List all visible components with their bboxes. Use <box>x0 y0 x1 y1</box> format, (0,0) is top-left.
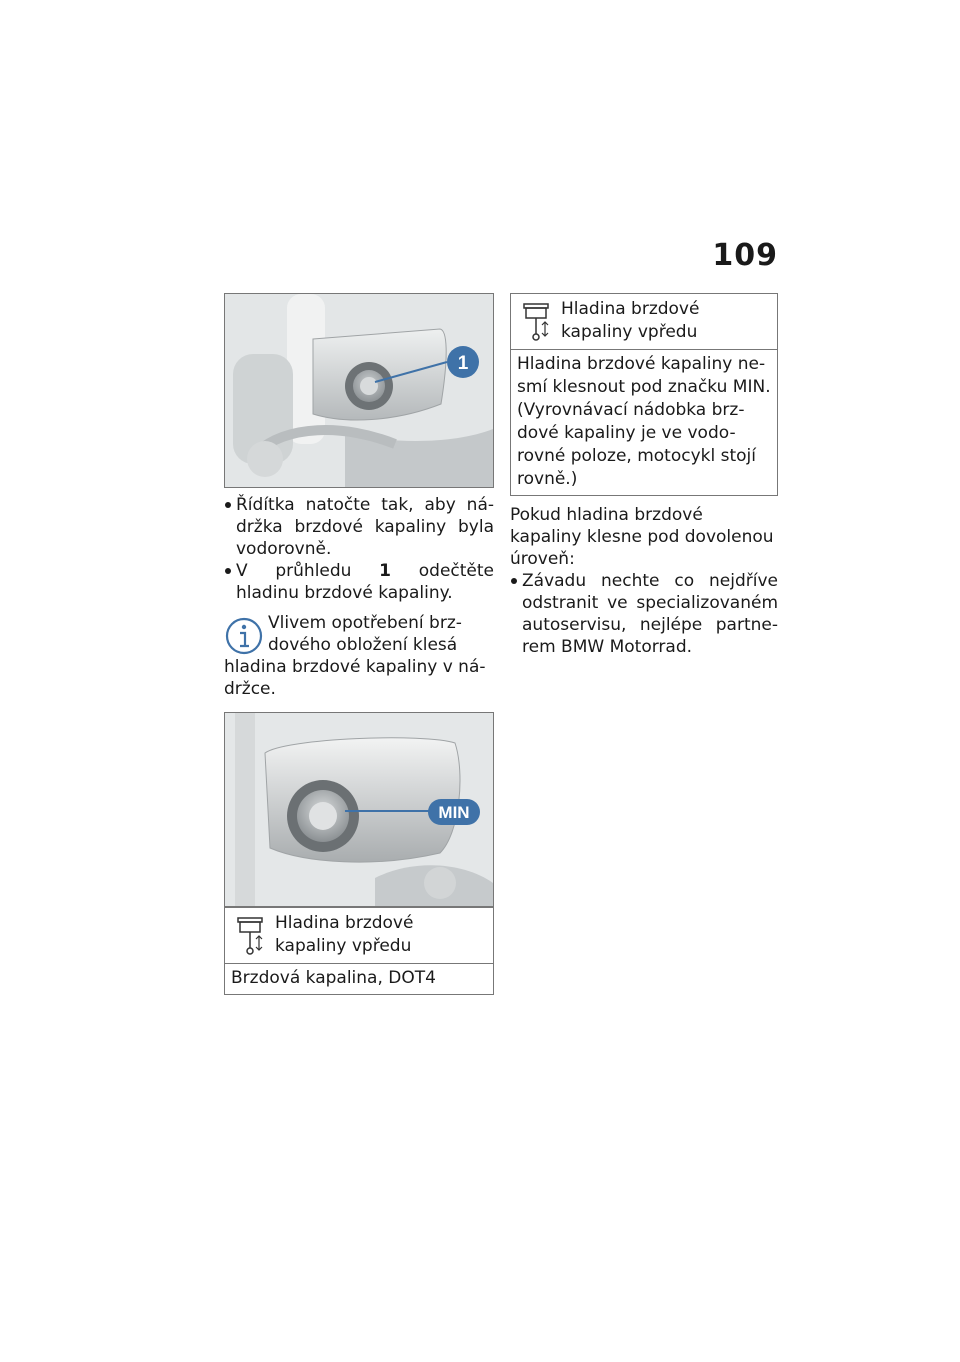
step-reference: 1 <box>379 561 392 581</box>
reservoir-min-illustration <box>225 713 493 906</box>
brake-fluid-reservoir-icon <box>521 302 551 342</box>
spec-value: Brzdová kapalina, DOT4 <box>231 968 436 988</box>
spec-header <box>511 294 777 350</box>
spec-title: Hladina brzdové kapaliny vpředu <box>275 913 414 956</box>
right-column <box>510 293 778 658</box>
condition-paragraph: Pokud hladina brzdové kapaliny klesne pod dovolenou úroveň: <box>510 505 774 569</box>
spec-table-right <box>510 293 778 496</box>
callout-label: 1 <box>457 353 469 374</box>
list-item: Řídítka natočte tak, aby ná-držka brzdové kapaliny byla vodorovně. <box>224 494 494 560</box>
info-note-text: Vlivem opotřebení brz-dového obložení klesá hladina brzdové kapaliny v ná-držce. <box>224 613 486 699</box>
figure-min-mark <box>224 712 494 907</box>
callout-label: MIN <box>438 803 470 822</box>
spec-title: Hladina brzdové kapaliny vpředu <box>561 299 700 342</box>
left-steps <box>224 494 494 604</box>
figure-reservoir-sight-glass <box>224 293 494 488</box>
list-item: Závadu nechte co nejdříve odstranit ve specializovaném autoservisu, nejlépe partne-rem BMW Motorrad. <box>510 570 778 658</box>
right-steps <box>510 570 778 658</box>
spec-value: Hladina brzdové kapaliny ne-smí klesnout pod značku MIN. (Vyrovnávací nádobka brz-dové kapaliny je ve vodo-rovné poloze, motocykl stojí rovně.) <box>517 354 771 489</box>
spec-header <box>225 908 493 964</box>
brake-fluid-reservoir-icon <box>235 916 265 956</box>
info-icon <box>224 616 264 656</box>
step-text: odečtěte hladinu brzdové kapaliny. <box>236 561 494 603</box>
left-column <box>224 293 494 995</box>
spec-table-left <box>224 907 494 995</box>
page-number: 109 <box>712 238 778 273</box>
step-text: V průhledu <box>236 561 380 581</box>
info-note <box>224 612 494 700</box>
reservoir-illustration <box>225 294 493 487</box>
list-item <box>224 560 494 604</box>
